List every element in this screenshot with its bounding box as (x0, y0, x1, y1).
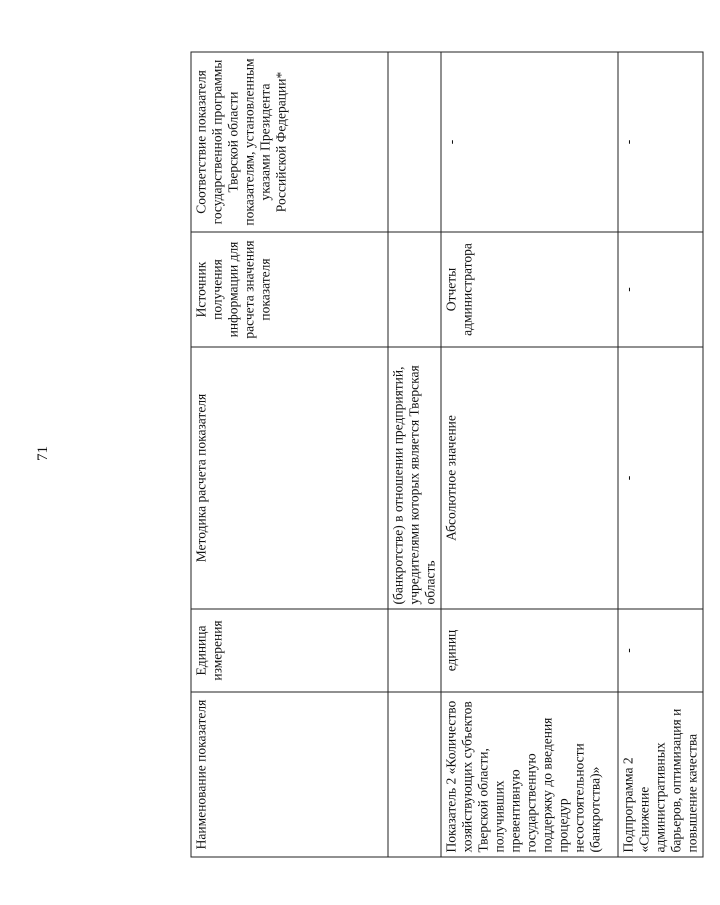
cell-source (388, 232, 441, 347)
cell-method: Абсолютное значение (441, 347, 618, 609)
rotated-page-content (190, 53, 720, 858)
header-method: Методика расчета показателя (191, 347, 388, 609)
page-number: 71 (35, 446, 51, 461)
header-unit: Единица измерения (191, 609, 388, 692)
cell-unit: единиц (441, 609, 618, 692)
header-source: Источник получения информации для расчета значения показателя (191, 232, 388, 347)
cell-name: Показатель 2 «Количество хозяйствующих субъектов Тверской области, получивших превентивную государственную поддержку до введения процедур несостоятельности (банкротства)» (441, 692, 618, 857)
header-name: Наименование показателя (191, 692, 388, 857)
cell-method: (банкротстве) в отношении предприятий, учредителями которых является Тверская область (388, 347, 441, 609)
cell-method: - (618, 347, 703, 609)
table-row-subprogram-2 (618, 52, 703, 857)
cell-name (388, 692, 441, 857)
cell-name: Подпрограмма 2 «Снижение административных барьеров, оптимизация и повышение качества (618, 692, 703, 857)
cell-compliance: - (618, 52, 703, 232)
cell-source: - (618, 232, 703, 347)
cell-unit (388, 609, 441, 692)
table-header-row (191, 52, 388, 857)
header-compliance: Соответствие показателя государственной программы Тверской области показателям, установленным указами Президента Российской Федерации* (191, 52, 388, 232)
table-row-continuation (388, 52, 441, 857)
indicators-table (190, 52, 703, 858)
cell-unit: - (618, 609, 703, 692)
table-row-indicator-2 (441, 52, 618, 857)
cell-compliance: - (441, 52, 618, 232)
cell-compliance (388, 52, 441, 232)
cell-source: Отчеты администратора (441, 232, 618, 347)
